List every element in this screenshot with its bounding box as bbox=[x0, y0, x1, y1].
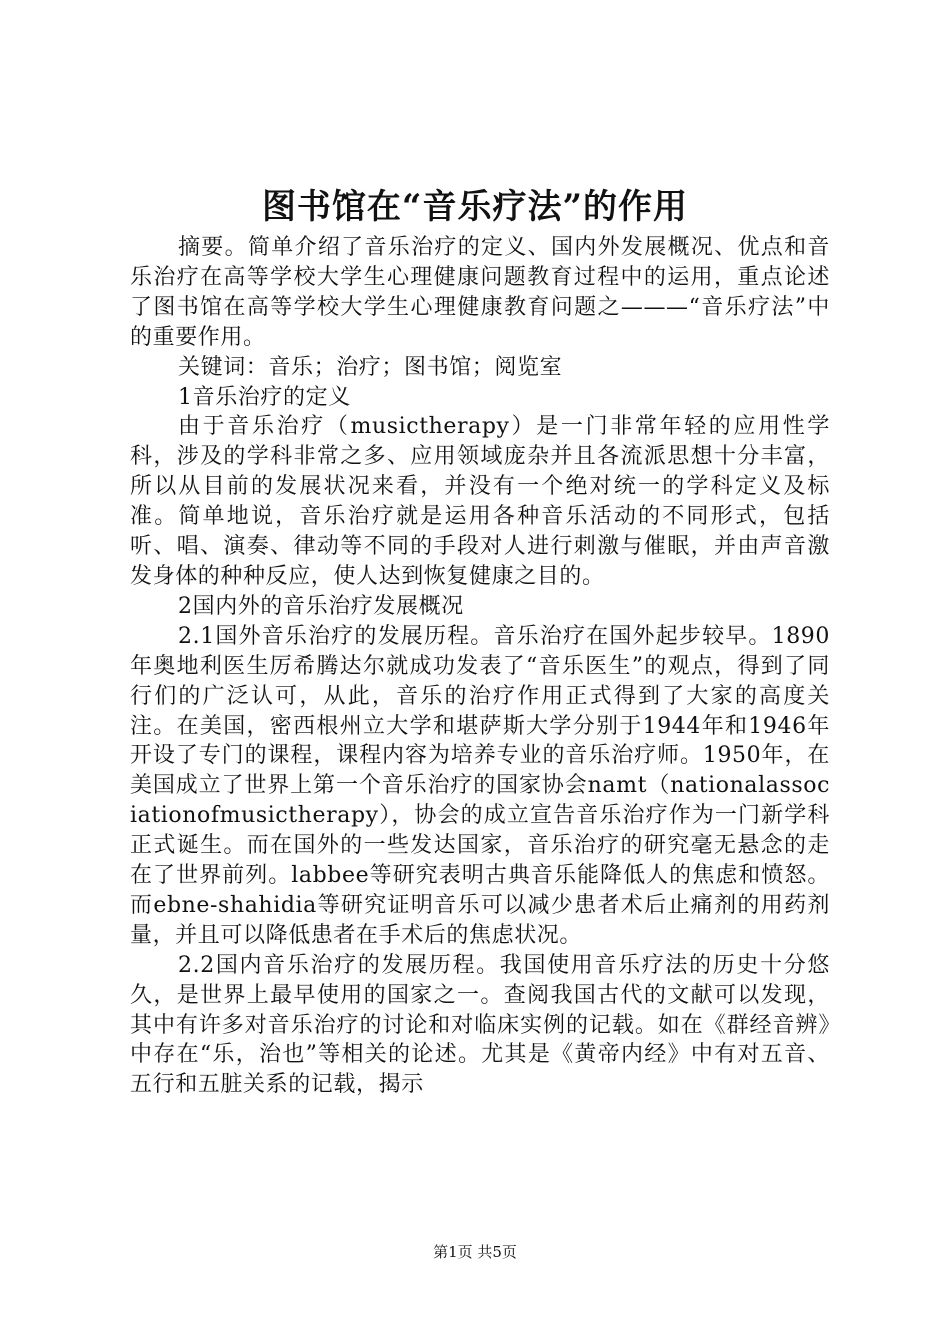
abstract-paragraph: 摘要。简单介绍了音乐治疗的定义、国内外发展概况、优点和音乐治疗在高等学校大学生心理健康问题教育过程中的运用，重点论述了图书馆在高等学校大学生心理健康教育问题之———“音乐疗法”中的重要作用。 bbox=[130, 235, 830, 350]
section-heading-1: 1音乐治疗的定义 bbox=[178, 384, 351, 410]
section-2-1-paragraph: 2.1国外音乐治疗的发展历程。音乐治疗在国外起步较早。1890年奥地利医生厉希腾达尔就成功发表了“音乐医生”的观点，得到了同行们的广泛认可，从此，音乐的治疗作用正式得到了大家的高度关注。在美国，密西根州立大学和堪萨斯大学分别于1944年和1946年开设了专门的课程，课程内容为培养专业的音乐治疗师。1950年，在美国成立了世界上第一个音乐治疗的国家协会namt（nationalassociationofmusictherapy），协会的成立宣告音乐治疗作为一门新学科正式诞生。而在国外的一些发达国家，音乐治疗的研究毫无悬念的走在了世界前列。labbee等研究表明古典音乐能降低人的焦虑和愤怒。而ebne-shahidia等研究证明音乐可以减少患者术后止痛剂的用药剂量，并且可以降低患者在手术后的焦虑状况。 bbox=[130, 623, 830, 948]
document-body bbox=[130, 233, 830, 1100]
section-heading-2: 2国内外的音乐治疗发展概况 bbox=[178, 593, 464, 619]
keywords-line: 关键词：音乐；治疗；图书馆；阅览室 bbox=[178, 354, 563, 380]
document-title: 图书馆在“音乐疗法”的作用 bbox=[261, 187, 689, 227]
section-1-paragraph: 由于音乐治疗（musictherapy）是一门非常年轻的应用性学科，涉及的学科非常之多、应用领域庞杂并且各流派思想十分丰富，所以从目前的发展状况来看，并没有一个绝对统一的学科定义及标准。简单地说，音乐治疗就是运用各种音乐活动的不同形式，包括听、唱、演奏、律动等不同的手段对人进行刺激与催眠，并由声音激发身体的种种反应，使人达到恢复健康之目的。 bbox=[130, 414, 830, 589]
section-2-2-paragraph: 2.2国内音乐治疗的发展历程。我国使用音乐疗法的历史十分悠久，是世界上最早使用的国家之一。查阅我国古代的文献可以发现，其中有许多对音乐治疗的讨论和对临床实例的记载。如在《群经音辨》中存在“乐，治也”等相关的论述。尤其是《黄帝内经》中有对五音、五行和五脏关系的记载，揭示 bbox=[130, 952, 830, 1098]
page-footer: 第1页 共5页 bbox=[433, 1243, 517, 1261]
